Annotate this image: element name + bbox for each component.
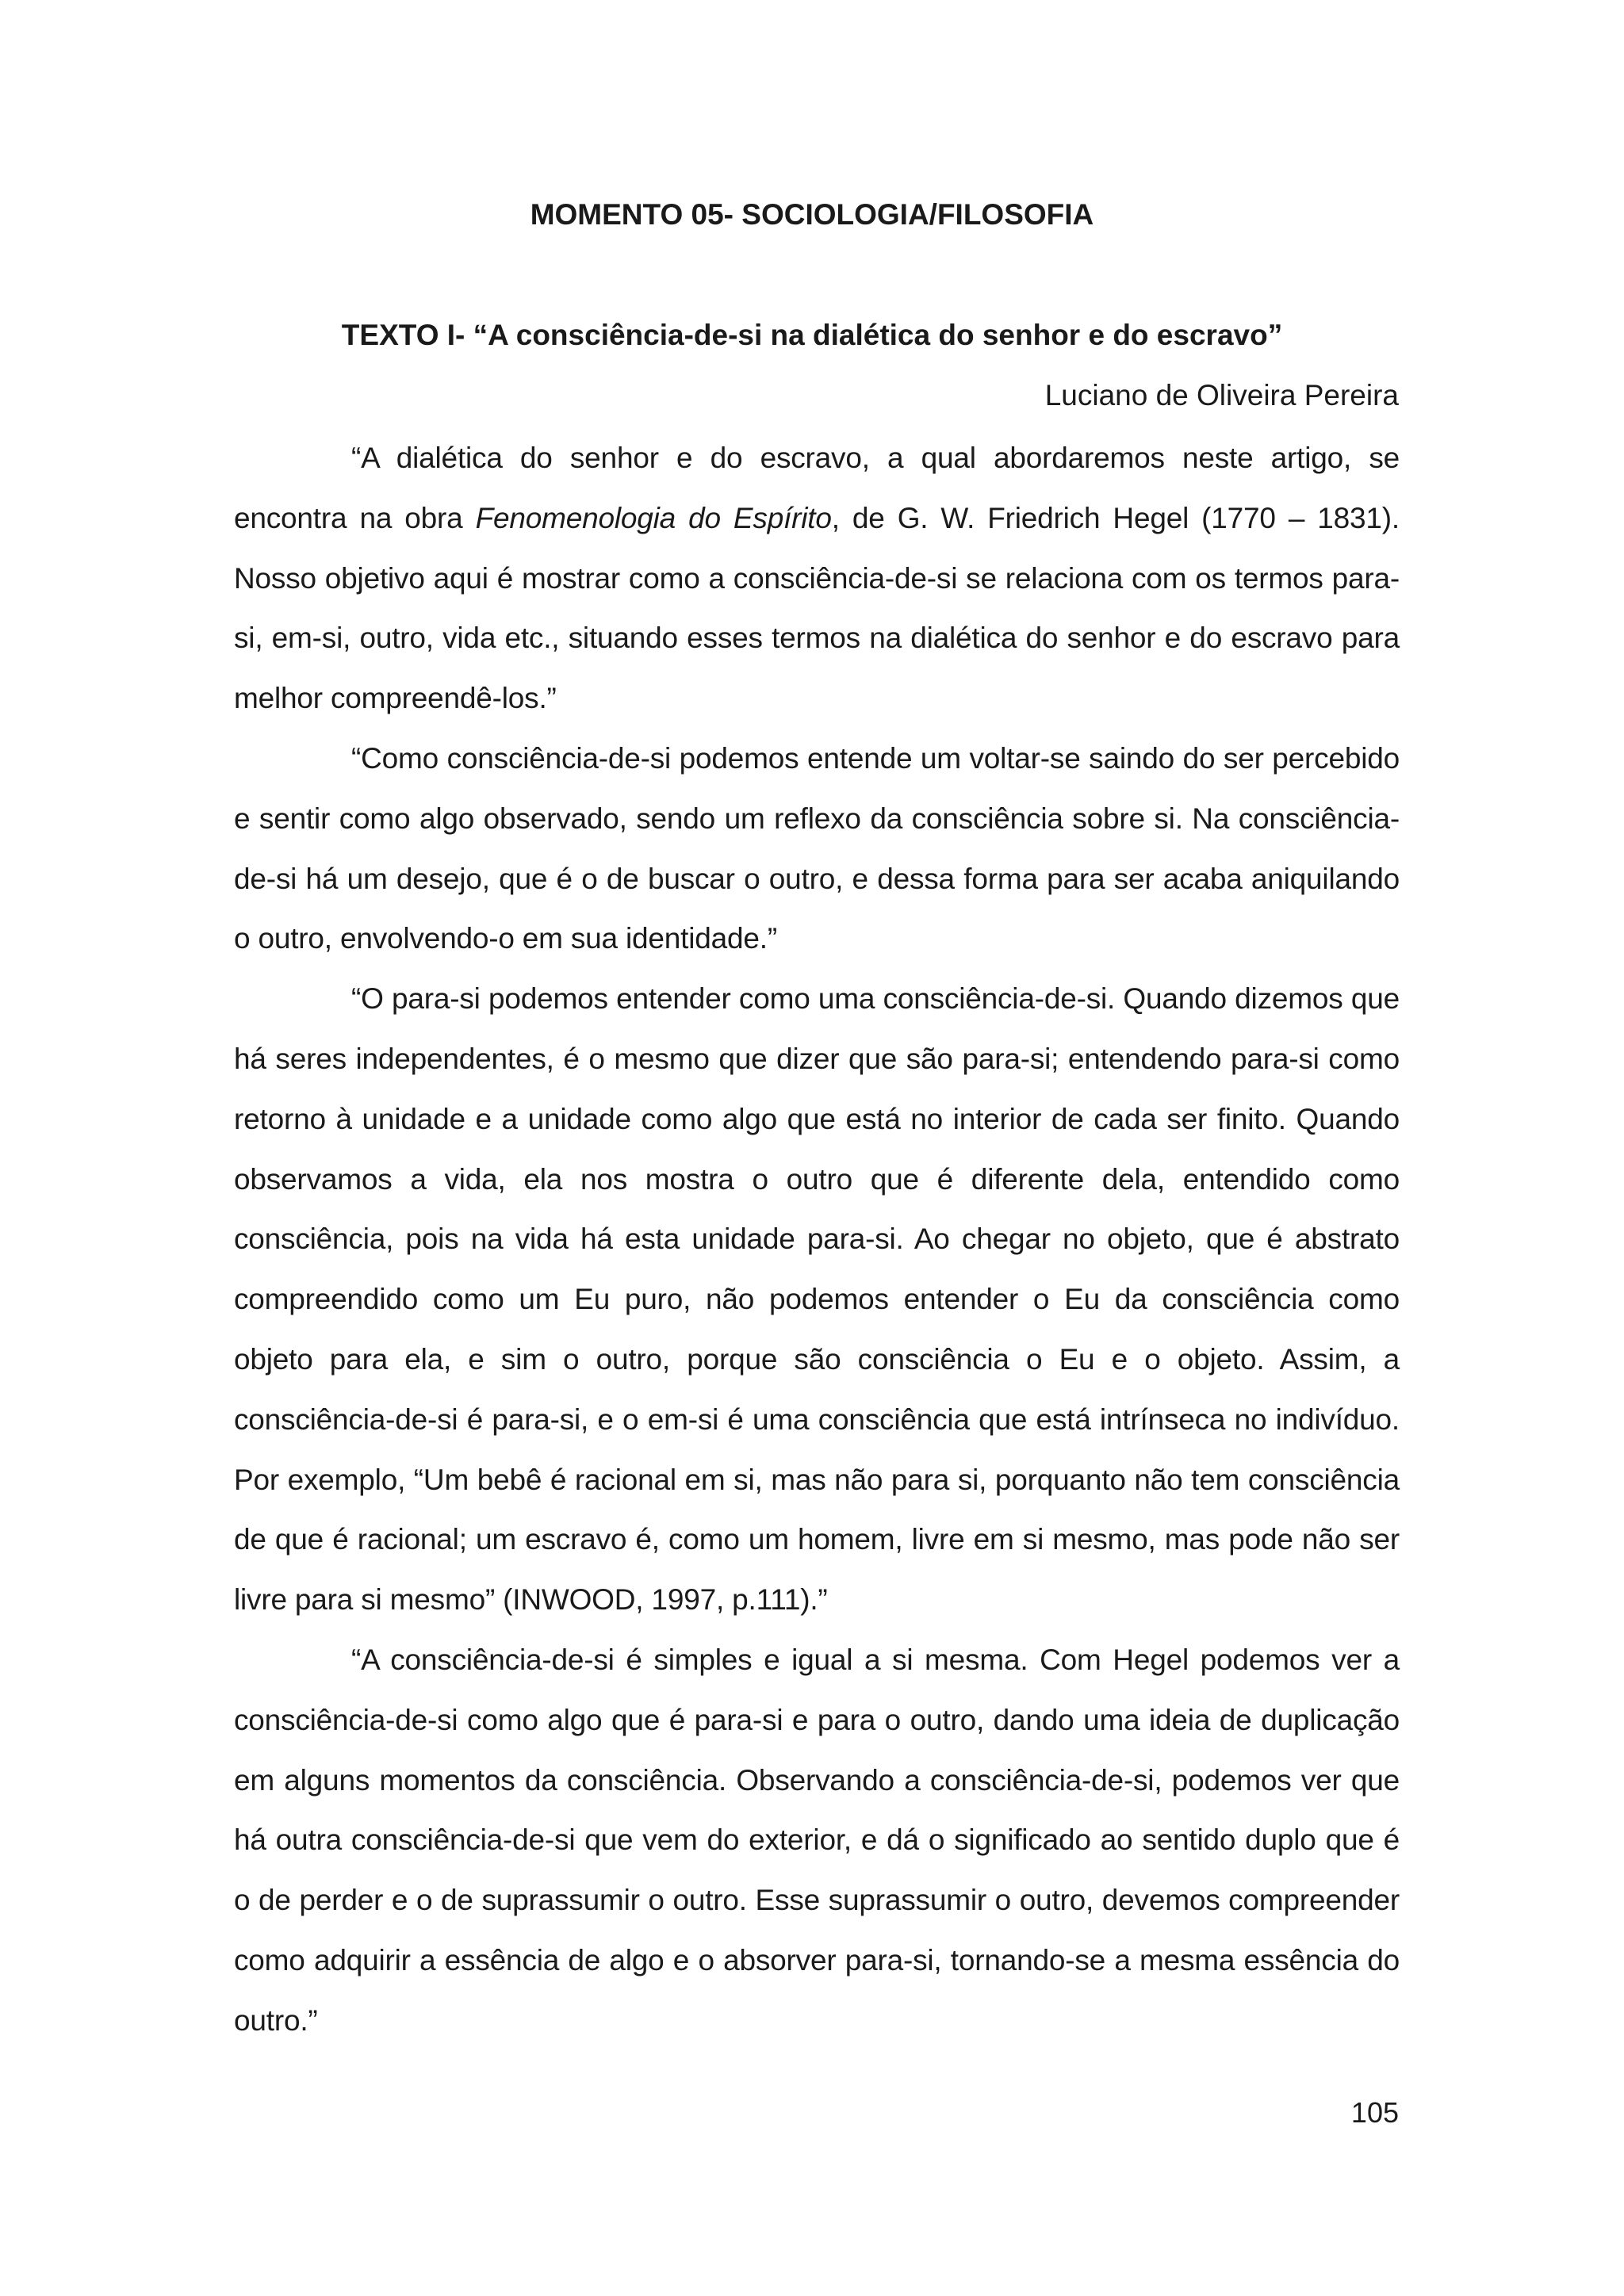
paragraph-1-part-b: , de G. W. Friedrich Hegel (1770 – 1831). Nosso objetivo aqui é mostrar como a consciência-de-si se relaciona com os termos para-si, em-si, outro, vida etc., situando esses termos na dialética do senhor e do escravo para melhor compreendê-los.” <box>234 501 1400 715</box>
book-title-italic: Fenomenologia do Espírito <box>475 501 832 534</box>
paragraph-1 <box>234 428 1400 729</box>
paragraph-2: “Como consciência-de-si podemos entende um voltar-se saindo do ser percebido e sentir como algo observado, sendo um reflexo da consciência sobre si. Na consciência-de-si há um desejo, que é o de buscar o outro, e dessa forma para ser acaba aniquilando o outro, envolvendo-o em sua identidade.” <box>234 741 1400 955</box>
author-name: Luciano de Oliveira Pereira <box>1044 379 1399 411</box>
paragraph-1-part-a: “A dialética do senhor e do escravo, a qual abordaremos neste artigo, se encontra na obra <box>234 442 1400 534</box>
text-title: TEXTO I- “A consciência-de-si na dialética do senhor e do escravo” <box>341 319 1283 351</box>
section-heading: MOMENTO 05- SOCIOLOGIA/FILOSOFIA <box>530 198 1094 231</box>
paragraph-3: “O para-si podemos entender como uma consciência-de-si. Quando dizemos que há seres independentes, é o mesmo que dizer que são para-si; entendendo para-si como retorno à unidade e a unidade como algo que está no interior de cada ser finito. Quando observamos a vida, ela nos mostra o outro que é diferente dela, entendido como consciência, pois na vida há esta unidade para-si. Ao chegar no objeto, que é abstrato compreendido como um Eu puro, não podemos entender o Eu da consciência como objeto para ela, e sim o outro, porque são consciência o Eu e o objeto. Assim, a consciência-de-si é para-si, e o em-si é uma consciência que está intrínseca no indivíduo. Por exemplo, “Um bebê é racional em si, mas não para si, porquanto não tem consciência de que é racional; um escravo é, como um homem, livre em si mesmo, mas pode não ser livre para si mesmo” (INWOOD, 1997, p.111).” <box>234 982 1400 1617</box>
body-text <box>234 428 1400 2051</box>
paragraph-4: “A consciência-de-si é simples e igual a si mesma. Com Hegel podemos ver a consciência-de-si como algo que é para-si e para o outro, dando uma ideia de duplicação em alguns momentos da consciência. Observando a consciência-de-si, podemos ver que há outra consciência-de-si que vem do exterior, e dá o significado ao sentido duplo que é o de perder e o de suprassumir o outro. Esse suprassumir o outro, devemos compreender como adquirir a essência de algo e o absorver para-si, tornando-se a mesma essência do outro.” <box>234 1643 1400 2037</box>
page-number: 105 <box>1350 2096 1399 2129</box>
